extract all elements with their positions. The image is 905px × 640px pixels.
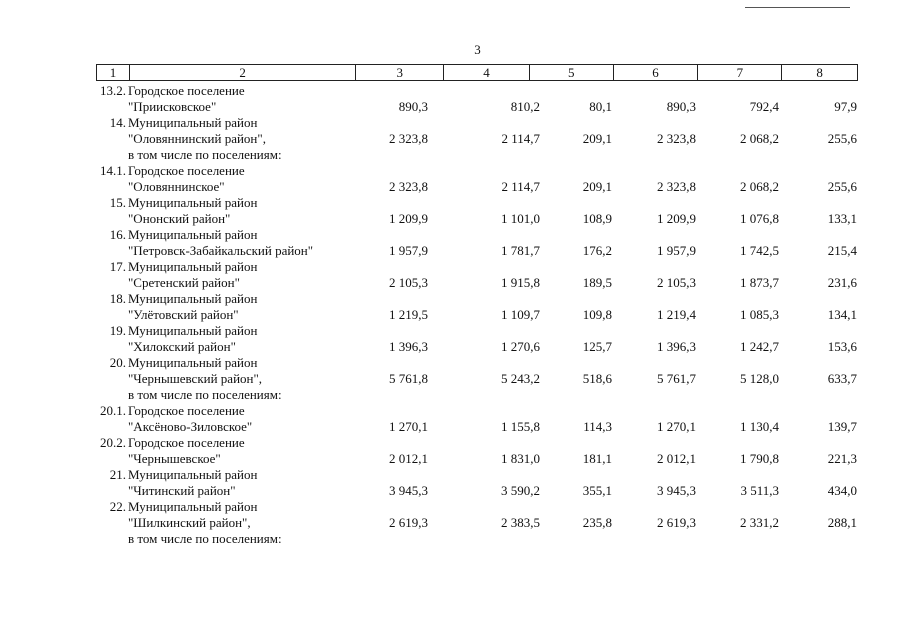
row-name: "Хилокский район" xyxy=(128,339,236,354)
value-col-3: 2 105,3 xyxy=(389,275,428,290)
table-row xyxy=(0,83,905,99)
value-col-7: 792,4 xyxy=(749,99,779,114)
value-col-4: 1 915,8 xyxy=(501,275,540,290)
value-col-3: 1 396,3 xyxy=(389,339,428,354)
table-row xyxy=(0,435,905,451)
value-col-4: 1 831,0 xyxy=(501,451,540,466)
value-col-3: 1 209,9 xyxy=(389,211,428,226)
value-col-4: 2 114,7 xyxy=(501,179,540,194)
value-col-6: 2 105,3 xyxy=(657,275,696,290)
row-name: Городское поселение xyxy=(128,403,245,418)
value-col-6: 1 219,4 xyxy=(657,307,696,322)
value-col-8: 133,1 xyxy=(827,211,857,226)
row-name: "Приисковское" xyxy=(128,99,217,114)
table-row xyxy=(0,403,905,419)
table-row xyxy=(0,275,905,291)
row-name: "Ононский район" xyxy=(128,211,231,226)
value-col-3: 3 945,3 xyxy=(389,483,428,498)
value-col-5: 80,1 xyxy=(589,99,612,114)
table-row xyxy=(0,467,905,483)
row-name: Муниципальный район xyxy=(128,467,258,482)
header-col-5: 5 xyxy=(530,65,614,80)
value-col-7: 1 873,7 xyxy=(740,275,779,290)
header-col-1: 1 xyxy=(97,65,130,80)
row-name: Муниципальный район xyxy=(128,323,258,338)
value-col-5: 189,5 xyxy=(582,275,612,290)
header-col-6: 6 xyxy=(614,65,699,80)
value-col-7: 2 068,2 xyxy=(740,179,779,194)
table-header xyxy=(96,64,858,81)
row-name: "Улётовский район" xyxy=(128,307,239,322)
header-col-8: 8 xyxy=(816,65,823,80)
row-name: Муниципальный район xyxy=(128,195,258,210)
value-col-5: 108,9 xyxy=(582,211,612,226)
row-number: 21. xyxy=(109,467,126,482)
row-number: 18. xyxy=(109,291,126,306)
value-col-5: 125,7 xyxy=(582,339,612,354)
table-row xyxy=(0,339,905,355)
value-col-7: 1 790,8 xyxy=(740,451,779,466)
row-name: "Чернышевский район", xyxy=(128,371,263,386)
value-col-8: 134,1 xyxy=(827,307,857,322)
value-col-8: 153,6 xyxy=(827,339,857,354)
value-col-7: 1 742,5 xyxy=(740,243,779,258)
value-col-3: 2 619,3 xyxy=(389,515,428,530)
value-col-8: 633,7 xyxy=(827,371,857,386)
value-col-4: 1 270,6 xyxy=(501,339,540,354)
header-col-2: 2 xyxy=(130,65,356,80)
row-name: "Петровск-Забайкальский район" xyxy=(128,243,314,258)
table-row xyxy=(0,291,905,307)
value-col-6: 2 012,1 xyxy=(657,451,696,466)
value-col-6: 1 209,9 xyxy=(657,211,696,226)
row-number: 15. xyxy=(109,195,126,210)
value-col-4: 810,2 xyxy=(510,99,540,114)
row-name: Муниципальный район xyxy=(128,499,258,514)
value-col-4: 2 114,7 xyxy=(501,131,540,146)
table-row xyxy=(0,307,905,323)
value-col-8: 97,9 xyxy=(834,99,857,114)
table-row xyxy=(0,531,905,547)
row-number: 20.2. xyxy=(100,435,126,450)
value-col-7: 2 331,2 xyxy=(740,515,779,530)
value-col-8: 221,3 xyxy=(827,451,857,466)
value-col-5: 176,2 xyxy=(582,243,612,258)
table-row xyxy=(0,515,905,531)
header-col-4: 4 xyxy=(444,65,530,80)
table-row xyxy=(0,371,905,387)
value-col-8: 139,7 xyxy=(827,419,857,434)
row-name: Городское поселение xyxy=(128,83,245,98)
value-col-5: 181,1 xyxy=(582,451,612,466)
value-col-7: 1 076,8 xyxy=(740,211,779,226)
row-name: Муниципальный район xyxy=(128,259,258,274)
value-col-4: 1 155,8 xyxy=(501,419,540,434)
table-row xyxy=(0,163,905,179)
row-name: Муниципальный район xyxy=(128,291,258,306)
value-col-7: 3 511,3 xyxy=(740,483,779,498)
row-name: "Чернышевское" xyxy=(128,451,221,466)
row-number: 14. xyxy=(109,115,126,130)
row-name: в том числе по поселениям: xyxy=(128,387,282,402)
row-name: Городское поселение xyxy=(128,163,245,178)
value-col-4: 1 109,7 xyxy=(501,307,540,322)
value-col-7: 1 085,3 xyxy=(740,307,779,322)
value-col-8: 255,6 xyxy=(827,179,857,194)
row-name: "Шилкинский район", xyxy=(128,515,251,530)
value-col-5: 355,1 xyxy=(582,483,612,498)
row-number: 20. xyxy=(109,355,126,370)
row-name: "Сретенский район" xyxy=(128,275,240,290)
value-col-5: 209,1 xyxy=(582,179,612,194)
table-row xyxy=(0,419,905,435)
value-col-6: 2 619,3 xyxy=(657,515,696,530)
value-col-5: 109,8 xyxy=(582,307,612,322)
value-col-5: 235,8 xyxy=(582,515,612,530)
value-col-4: 1 101,0 xyxy=(501,211,540,226)
row-name: в том числе по поселениям: xyxy=(128,531,282,546)
value-col-3: 2 323,8 xyxy=(389,179,428,194)
table-row xyxy=(0,131,905,147)
value-col-3: 1 957,9 xyxy=(389,243,428,258)
value-col-3: 890,3 xyxy=(398,99,428,114)
value-col-5: 209,1 xyxy=(582,131,612,146)
value-col-6: 2 323,8 xyxy=(657,179,696,194)
value-col-4: 5 243,2 xyxy=(501,371,540,386)
table-row xyxy=(0,259,905,275)
value-col-8: 231,6 xyxy=(827,275,857,290)
row-number: 17. xyxy=(109,259,126,274)
row-name: "Оловяннинское" xyxy=(128,179,225,194)
value-col-6: 2 323,8 xyxy=(657,131,696,146)
table-row xyxy=(0,355,905,371)
row-name: Муниципальный район xyxy=(128,115,258,130)
value-col-3: 1 219,5 xyxy=(389,307,428,322)
value-col-3: 5 761,8 xyxy=(389,371,428,386)
table-row xyxy=(0,483,905,499)
row-number: 14.1. xyxy=(100,163,126,178)
value-col-6: 5 761,7 xyxy=(657,371,696,386)
value-col-3: 1 270,1 xyxy=(389,419,428,434)
value-col-4: 1 781,7 xyxy=(501,243,540,258)
row-name: "Аксёново-Зиловское" xyxy=(128,419,253,434)
row-name: Муниципальный район xyxy=(128,355,258,370)
table-row xyxy=(0,179,905,195)
row-name: в том числе по поселениям: xyxy=(128,147,282,162)
table-row xyxy=(0,99,905,115)
row-name: Муниципальный район xyxy=(128,227,258,242)
page-number: 3 xyxy=(474,42,481,57)
value-col-8: 215,4 xyxy=(827,243,857,258)
row-number: 22. xyxy=(109,499,126,514)
table-body xyxy=(0,83,905,547)
header-col-7: 7 xyxy=(698,65,782,80)
value-col-6: 890,3 xyxy=(666,99,696,114)
row-name: Городское поселение xyxy=(128,435,245,450)
value-col-3: 2 012,1 xyxy=(389,451,428,466)
value-col-8: 255,6 xyxy=(827,131,857,146)
table-row xyxy=(0,499,905,515)
value-col-8: 434,0 xyxy=(827,483,857,498)
table-row xyxy=(0,451,905,467)
value-col-7: 2 068,2 xyxy=(740,131,779,146)
row-number: 20.1. xyxy=(100,403,126,418)
value-col-4: 3 590,2 xyxy=(501,483,540,498)
value-col-7: 5 128,0 xyxy=(740,371,779,386)
table-row xyxy=(0,211,905,227)
value-col-6: 1 396,3 xyxy=(657,339,696,354)
row-name: "Оловяннинский район", xyxy=(128,131,266,146)
value-col-7: 1 242,7 xyxy=(740,339,779,354)
top-rule xyxy=(745,7,850,8)
value-col-4: 2 383,5 xyxy=(501,515,540,530)
value-col-3: 2 323,8 xyxy=(389,131,428,146)
row-number: 16. xyxy=(109,227,126,242)
table-row xyxy=(0,243,905,259)
value-col-6: 3 945,3 xyxy=(657,483,696,498)
row-number: 13.2. xyxy=(100,83,126,98)
table-row xyxy=(0,227,905,243)
row-number: 19. xyxy=(109,323,126,338)
value-col-6: 1 957,9 xyxy=(657,243,696,258)
table-row xyxy=(0,115,905,131)
value-col-6: 1 270,1 xyxy=(657,419,696,434)
value-col-8: 288,1 xyxy=(827,515,857,530)
value-col-5: 114,3 xyxy=(583,419,612,434)
row-name: "Читинский район" xyxy=(128,483,236,498)
header-col-3: 3 xyxy=(356,65,444,80)
table-row xyxy=(0,323,905,339)
table-row xyxy=(0,147,905,163)
value-col-7: 1 130,4 xyxy=(740,419,779,434)
value-col-5: 518,6 xyxy=(582,371,612,386)
table-row xyxy=(0,387,905,403)
table-row xyxy=(0,195,905,211)
